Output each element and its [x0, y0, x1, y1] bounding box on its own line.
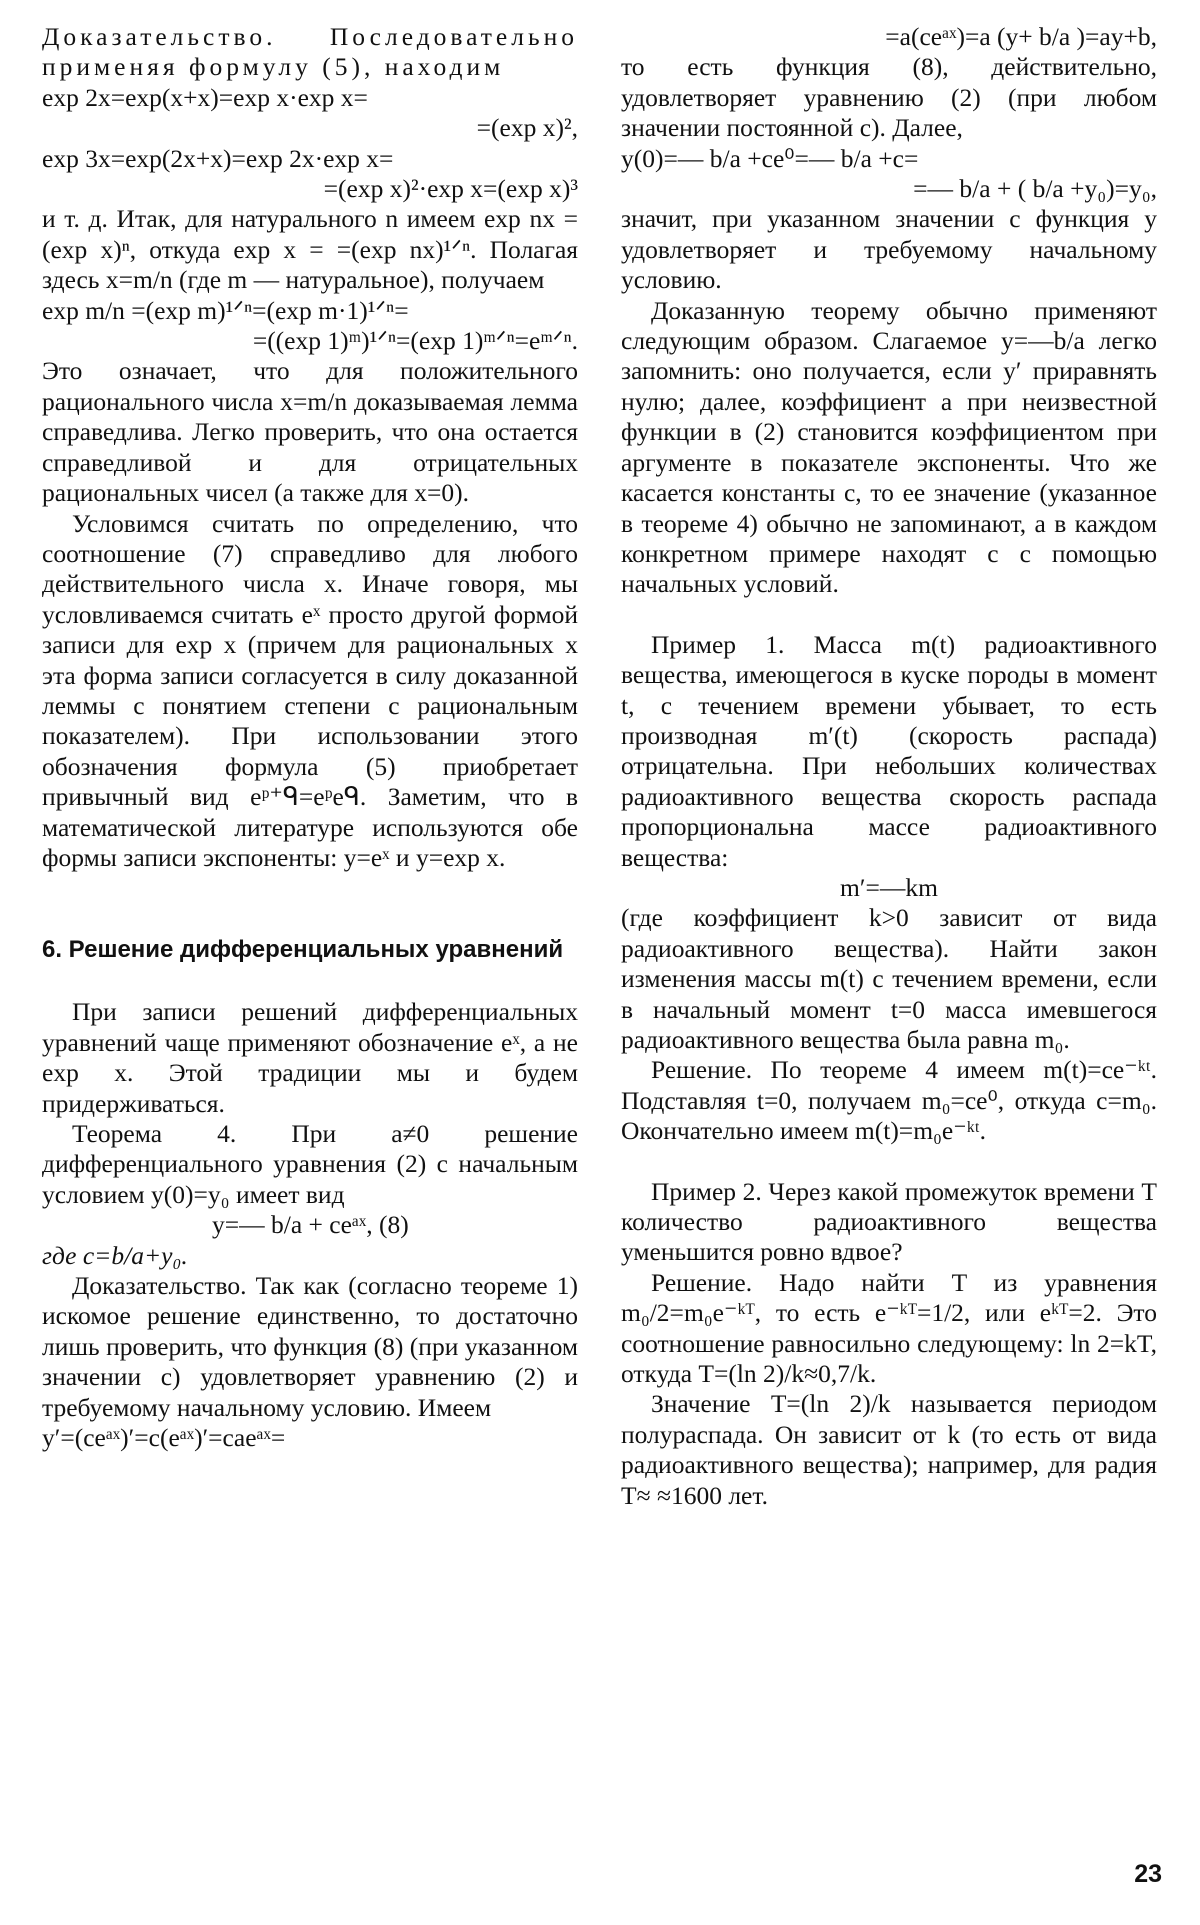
- equation-decay: m′=—km: [840, 872, 938, 902]
- example-1-task: (где коэффициент k>0 зависит от вида радиоактивного вещества). Найти закон изменения массы m(t) с течением времени, если в начальный момент t=0 масса имевшегося радиоактивного вещества была равна m₀.: [621, 903, 1157, 1054]
- paragraph-initial-condition: значит, при указанном значении c функция y удовлетворяет и требуемому начальному условию.: [621, 204, 1157, 295]
- example-2: Пример 2. Через какой промежуток времени T количество радиоактивного вещества уменьшится ровно вдвое?: [621, 1176, 1157, 1267]
- equation-y0-a: y(0)=— b/a +ce⁰=— b/a +c=: [621, 143, 919, 173]
- example-1: Пример 1. Масса m(t) радиоактивного вещества, имеющегося в куске породы в момент t, с течением времени убывает, то есть производная m′(t) (скорость распада) отрицательна. При небольших количествах радиоактивного вещества скорость распада пропорциональна массе радиоактивного вещества:: [621, 629, 1157, 872]
- proof-intro: Доказательство. Последовательно применяя формулу (5), находим: [42, 22, 578, 82]
- equation-y0-b: =— b/a + ( b/a +y₀)=y₀,: [913, 174, 1157, 204]
- paragraph-definition: Условимся считать по определению, что соотношение (7) справедливо для любого действительного числа x. Иначе говоря, мы условливаемся считать eˣ просто другой формой записи для exp x (причем для рациональных x эта форма записи согласуется в силу доказанной леммы с понятием степени с рациональным показателем). При использовании этого обозначения формула (5) приобретает привычный вид eᵖ⁺ᑫ=eᵖeᑫ. Заметим, что в математической литературе используются обе формы записи экспоненты: y=eˣ и y=exp x.: [42, 508, 578, 872]
- page-number: 23: [1134, 1860, 1162, 1888]
- equation-exp2x-b: =(exp x)²,: [476, 113, 578, 143]
- right-column: [621, 22, 1157, 1511]
- paragraph-notation: При записи решений дифференциальных уравнений чаще применяют обозначение eˣ, а не exp x. Этой традиции мы и будем придерживаться.: [42, 997, 578, 1118]
- equation-exp-mn-a: exp m/n =(exp m)¹ᐟⁿ=(exp m·1)¹ᐟⁿ=: [42, 295, 409, 325]
- paragraph-application: Доказанную теорему обычно применяют следующим образом. Слагаемое y=—b/a легко запомнить: оно получается, если y′ приравнять нулю; далее, коэффициент a при неизвестной функции в (2) становится коэффициентом при аргументе в показателе экспоненты. Что же касается константы c, то ее значение (указанное в теореме 4) обычно не запоминают, а в каждом конкретном примере находят c с помощью начальных условий.: [621, 295, 1157, 599]
- equation-derivative-cont: =a(ceᵃˣ)=a (y+ b/a )=ay+b,: [885, 22, 1157, 51]
- theorem-4: Теорема 4. При a≠0 решение дифференциального уравнения (2) с начальным условием y(0)=y₀ имеет вид: [42, 1119, 578, 1209]
- paragraph-lemma-holds: Это означает, что для положительного рационального числа x=m/n доказываемая лемма справедлива. Легко проверить, что она остается справедливой и для отрицательных рациональных чисел (а также для x=0).: [42, 356, 578, 508]
- equation-exp-mn-b: =((exp 1)ᵐ)¹ᐟⁿ=(exp 1)ᵐᐟⁿ=eᵐᐟⁿ.: [252, 326, 578, 356]
- equation-8: y=— b/a + ceᵃˣ, (8): [212, 1210, 409, 1240]
- example-2-solution: Решение. Надо найти T из уравнения m₀/2=m₀e⁻ᵏᵀ, то есть e⁻ᵏᵀ=1/2, или eᵏᵀ=2. Это соотношение равносильно следующему: ln 2=kT, откуда T=(ln 2)/k≈0,7/k.: [621, 1267, 1157, 1389]
- proof-theorem-4: Доказательство. Так как (согласно теореме 1) искомое решение единственно, то достаточно лишь проверить, что функция (8) (при указанном значении c) удовлетворяет уравнению (2) и требуемому начальному условию. Имеем: [42, 1271, 578, 1422]
- equation-exp2x-a: exp 2x=exp(x+x)=exp x·exp x=: [42, 82, 368, 112]
- section-heading: 6. Решение дифференциальных уравнений: [42, 936, 564, 964]
- left-column: [42, 22, 578, 1453]
- paragraph-half-life: Значение T=(ln 2)/k называется периодом полураспада. Он зависит от k (то есть от вида радиоактивного вещества); например, для радия T≈ ≈1600 лет.: [621, 1389, 1157, 1510]
- equation-derivative: y′=(ceᵃˣ)′=c(eᵃˣ)′=caeᵃˣ=: [42, 1423, 286, 1453]
- paragraph-satisfies: то есть функция (8), действительно, удовлетворяет уравнению (2) (при любом значении постоянной c). Далее,: [621, 52, 1157, 143]
- equation-exp3x-b: =(exp x)²·exp x=(exp x)³: [323, 174, 578, 204]
- paragraph-natural-n: и т. д. Итак, для натурального n имеем exp nx = (exp x)ⁿ, откуда exp x = =(exp nx)¹ᐟⁿ. Полагая здесь x=m/n (где m — натуральное), получаем: [42, 204, 578, 295]
- example-1-solution: Решение. По теореме 4 имеем m(t)=ce⁻ᵏᵗ. Подставляя t=0, получаем m₀=ce⁰, откуда c=m₀. Окончательно имеем m(t)=m₀e⁻ᵏᵗ.: [621, 1055, 1157, 1146]
- theorem-constant: где c=b/a+y₀.: [42, 1240, 188, 1270]
- equation-exp3x-a: exp 3x=exp(2x+x)=exp 2x·exp x=: [42, 143, 394, 173]
